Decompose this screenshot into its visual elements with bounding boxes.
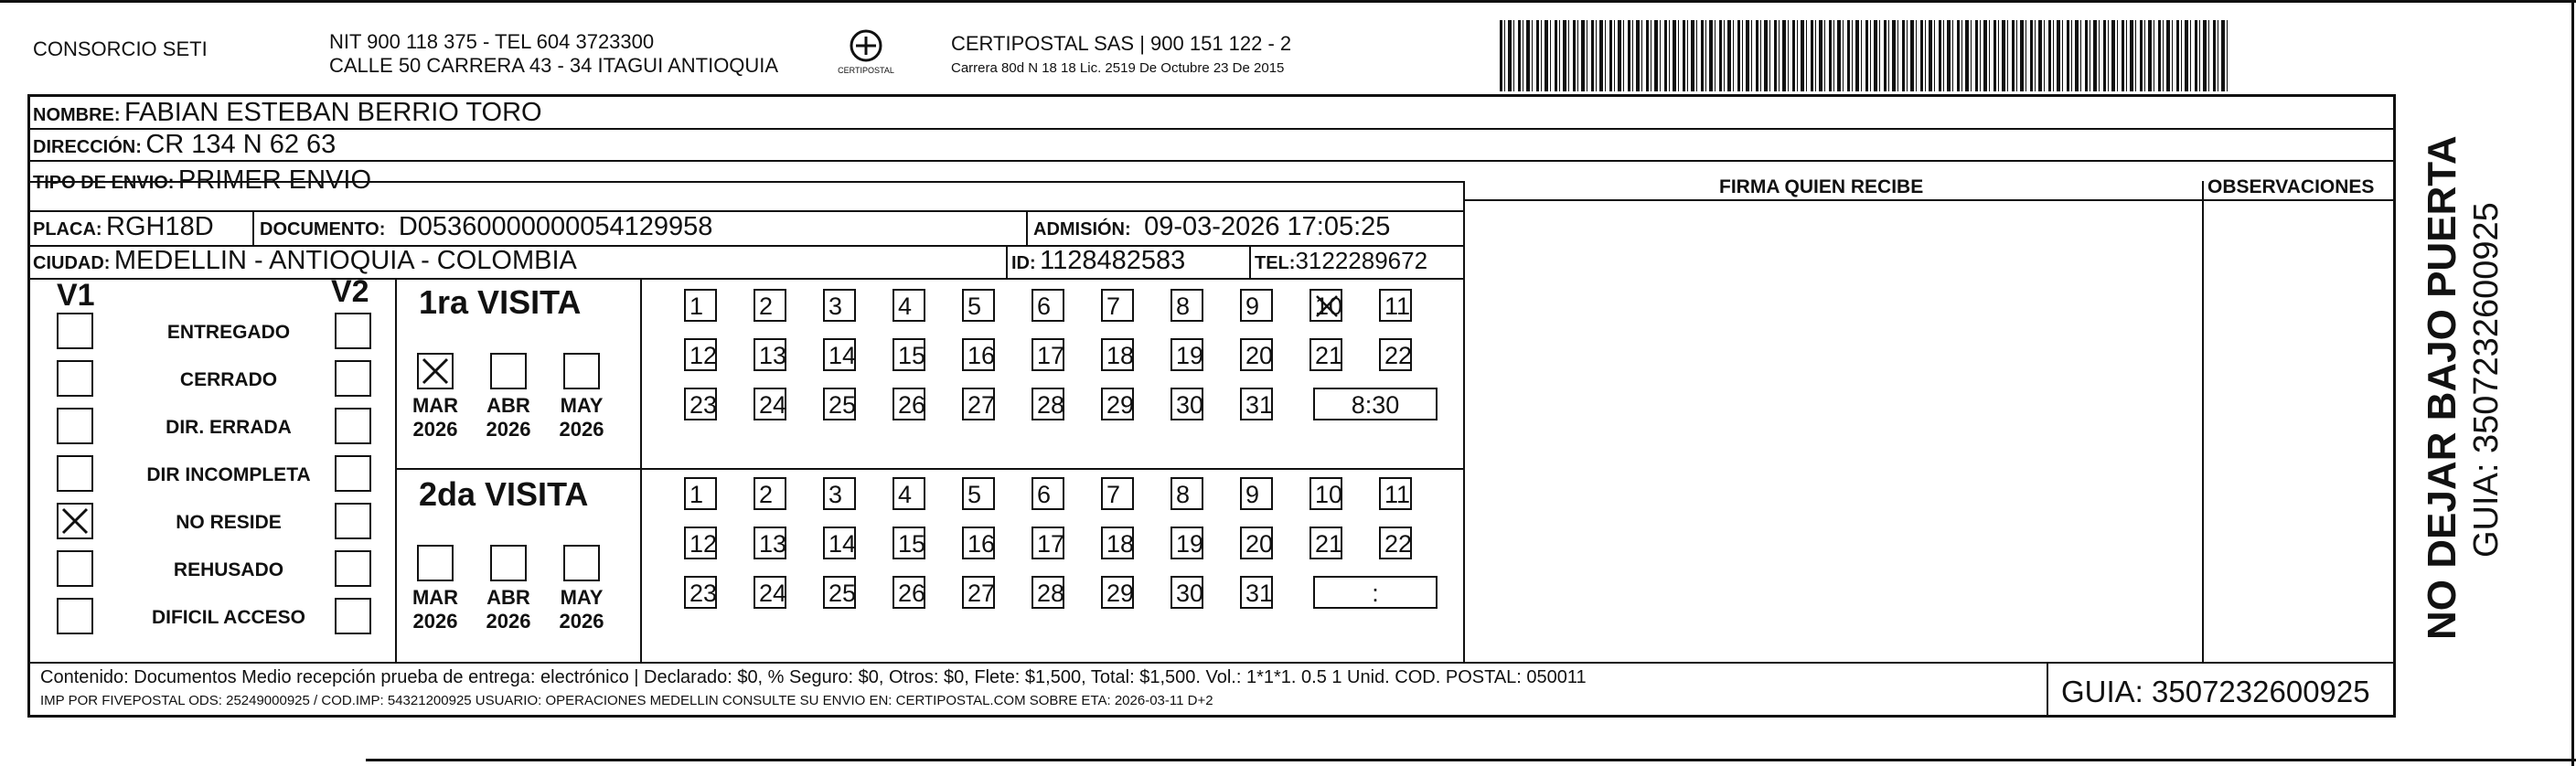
- x-mark-icon: [419, 355, 452, 388]
- documento-value: D05360000000054129958: [398, 212, 713, 241]
- day-box[interactable]: 24: [754, 388, 786, 420]
- day-box[interactable]: 18: [1101, 527, 1134, 559]
- day-box[interactable]: 20: [1240, 338, 1273, 371]
- right-border-line: [2571, 0, 2574, 766]
- month-label: ABR: [486, 394, 530, 417]
- day-box[interactable]: 9: [1240, 289, 1273, 322]
- obs-divider: [2202, 181, 2204, 662]
- status-label: CERRADO: [179, 369, 278, 390]
- day-box[interactable]: 6: [1031, 289, 1064, 322]
- day-box[interactable]: 7: [1101, 289, 1134, 322]
- id-row: [1011, 247, 1185, 279]
- status-label: DIR. ERRADA: [166, 417, 292, 438]
- day-box[interactable]: 15: [893, 338, 925, 371]
- placa-divider: [252, 210, 254, 245]
- day-box[interactable]: 13: [754, 338, 786, 371]
- day-box[interactable]: 22: [1379, 338, 1412, 371]
- day-box[interactable]: 30: [1170, 388, 1203, 420]
- v1-checkbox[interactable]: [57, 503, 93, 539]
- status-divider: [395, 278, 397, 662]
- month-checkbox[interactable]: [490, 353, 527, 389]
- day-box[interactable]: 14: [823, 338, 856, 371]
- guide-frame: [27, 94, 2396, 718]
- company-name: CONSORCIO SETI: [33, 37, 208, 60]
- v1-checkbox[interactable]: [57, 313, 93, 349]
- day-box[interactable]: 21: [1309, 338, 1342, 371]
- month-label: MAY: [560, 394, 604, 417]
- day-box[interactable]: 14: [823, 527, 856, 559]
- direccion-label: DIRECCIÓN:: [33, 137, 142, 157]
- day-box[interactable]: 21: [1309, 527, 1342, 559]
- day-box[interactable]: 1: [684, 477, 717, 510]
- day-box[interactable]: 27: [962, 576, 995, 609]
- day-box[interactable]: 31: [1240, 576, 1273, 609]
- day-box[interactable]: 4: [893, 289, 925, 322]
- v2-header: V2: [331, 274, 369, 309]
- day-box[interactable]: 3: [823, 289, 856, 322]
- tel-label: TEL:: [1255, 253, 1296, 273]
- nit-line: NIT 900 118 375 - TEL 604 3723300: [329, 30, 655, 53]
- status-label: NO RESIDE: [176, 512, 282, 533]
- visit-divider: [395, 468, 1463, 470]
- day-box[interactable]: 25: [823, 388, 856, 420]
- month-label: MAR: [412, 394, 459, 417]
- id-value: 1128482583: [1040, 246, 1186, 275]
- day-box[interactable]: 20: [1240, 527, 1273, 559]
- v2-checkbox[interactable]: [335, 360, 371, 397]
- month-checkbox[interactable]: [563, 545, 600, 581]
- day-box[interactable]: 5: [962, 477, 995, 510]
- day-box[interactable]: 31: [1240, 388, 1273, 420]
- row-line-2: [27, 160, 2396, 162]
- day-box[interactable]: 18: [1101, 338, 1134, 371]
- day-box[interactable]: 24: [754, 576, 786, 609]
- ciudad-row: [33, 247, 577, 279]
- v1-header: V1: [57, 278, 95, 313]
- day-box[interactable]: 12: [684, 338, 717, 371]
- nombre-value: FABIAN ESTEBAN BERRIO TORO: [124, 98, 542, 127]
- id-label: ID:: [1011, 253, 1036, 273]
- tipo-row: [33, 166, 371, 198]
- day-box[interactable]: 16: [962, 338, 995, 371]
- day-box[interactable]: 10: [1309, 289, 1342, 322]
- year-label: 2026: [412, 610, 458, 633]
- v2-checkbox[interactable]: [335, 550, 371, 587]
- v2-checkbox[interactable]: [335, 598, 371, 634]
- day-box[interactable]: 28: [1031, 388, 1064, 420]
- year-label: 2026: [486, 610, 531, 633]
- v1-checkbox[interactable]: [57, 408, 93, 444]
- x-mark-icon: [1311, 291, 1344, 324]
- months-divider: [640, 278, 642, 662]
- observaciones-label: OBSERVACIONES: [2207, 176, 2375, 197]
- status-label: REHUSADO: [173, 559, 284, 580]
- month-label: ABR: [486, 586, 530, 609]
- day-box[interactable]: 22: [1379, 527, 1412, 559]
- day-box[interactable]: 27: [962, 388, 995, 420]
- direccion-value: CR 134 N 62 63: [145, 130, 337, 159]
- second-visit-time[interactable]: :: [1313, 576, 1438, 609]
- v1-checkbox[interactable]: [57, 360, 93, 397]
- v1-checkbox[interactable]: [57, 455, 93, 492]
- footer-guia: GUIA: 3507232600925: [2061, 675, 2370, 708]
- tel-divider: [1249, 245, 1251, 278]
- day-box[interactable]: 23: [684, 388, 717, 420]
- tel-row: [1255, 247, 1427, 279]
- day-box[interactable]: 8: [1170, 289, 1203, 322]
- bottom-border-line: [366, 759, 2576, 761]
- side-guia: GUIA: 3507232600925: [2467, 202, 2506, 558]
- day-box[interactable]: 19: [1170, 527, 1203, 559]
- day-box[interactable]: 19: [1170, 338, 1203, 371]
- documento-label: DOCUMENTO:: [260, 219, 386, 239]
- v1-checkbox[interactable]: [57, 598, 93, 634]
- day-box[interactable]: 26: [893, 576, 925, 609]
- day-box[interactable]: 3: [823, 477, 856, 510]
- day-box[interactable]: 9: [1240, 477, 1273, 510]
- admision-divider: [1026, 210, 1028, 245]
- day-box[interactable]: 5: [962, 289, 995, 322]
- x-mark-icon: [59, 505, 91, 537]
- ciudad-label: CIUDAD:: [33, 253, 111, 273]
- placa-label: PLACA:: [33, 219, 102, 239]
- day-box[interactable]: 4: [893, 477, 925, 510]
- day-box[interactable]: 26: [893, 388, 925, 420]
- v2-checkbox[interactable]: [335, 313, 371, 349]
- day-box[interactable]: 29: [1101, 576, 1134, 609]
- year-label: 2026: [559, 418, 604, 441]
- firma-divider: [1463, 181, 1465, 662]
- documento-row: [260, 213, 712, 245]
- day-box[interactable]: 12: [684, 527, 717, 559]
- firma-label: FIRMA QUIEN RECIBE: [1719, 176, 1924, 197]
- first-visit-title: 1ra VISITA: [419, 283, 582, 321]
- admision-label: ADMISIÓN:: [1033, 219, 1131, 239]
- admision-row: [1033, 213, 1390, 245]
- tipo-label: TIPO DE ENVIO:: [33, 173, 175, 193]
- placa-value: RGH18D: [106, 212, 214, 241]
- id-divider: [1006, 245, 1008, 278]
- year-label: 2026: [412, 418, 458, 441]
- day-box[interactable]: 11: [1379, 289, 1412, 322]
- footer-line2: IMP POR FIVEPOSTAL ODS: 25249000925 / COD.IMP: 54321200925 USUARIO: OPERACIONES MEDELLIN CONSULTE SU ENVIO EN: CERTIPOSTAL.COM SOBRE ETA: 2026-03-11 D+2: [40, 693, 1213, 708]
- day-box[interactable]: 29: [1101, 388, 1134, 420]
- year-label: 2026: [559, 610, 604, 633]
- day-box[interactable]: 10: [1309, 477, 1342, 510]
- status-label: DIR INCOMPLETA: [146, 464, 311, 485]
- day-box[interactable]: 6: [1031, 477, 1064, 510]
- day-box[interactable]: 11: [1379, 477, 1412, 510]
- month-checkbox[interactable]: [417, 545, 454, 581]
- day-box[interactable]: 16: [962, 527, 995, 559]
- day-box[interactable]: 2: [754, 289, 786, 322]
- day-box[interactable]: 1: [684, 289, 717, 322]
- day-box[interactable]: 23: [684, 576, 717, 609]
- day-box[interactable]: 17: [1031, 338, 1064, 371]
- ciudad-value: MEDELLIN - ANTIOQUIA - COLOMBIA: [113, 246, 577, 275]
- first-visit-time[interactable]: 8:30: [1313, 388, 1438, 420]
- nombre-label: NOMBRE:: [33, 105, 121, 125]
- certipostal-line2: Carrera 80d N 18 18 Lic. 2519 De Octubre 23 De 2015: [951, 60, 1285, 76]
- month-label: MAY: [560, 586, 604, 609]
- month-checkbox[interactable]: [417, 353, 454, 389]
- day-box[interactable]: 2: [754, 477, 786, 510]
- day-box[interactable]: 13: [754, 527, 786, 559]
- v1-checkbox[interactable]: [57, 550, 93, 587]
- month-label: MAR: [412, 586, 459, 609]
- placa-row: [33, 213, 214, 245]
- year-label: 2026: [486, 418, 531, 441]
- barcode: [1500, 20, 2231, 91]
- day-box[interactable]: 7: [1101, 477, 1134, 510]
- status-label: DIFICIL ACCESO: [151, 607, 305, 628]
- second-visit-title: 2da VISITA: [419, 475, 589, 513]
- month-checkbox[interactable]: [563, 353, 600, 389]
- certipostal-line1: CERTIPOSTAL SAS | 900 151 122 - 2: [951, 32, 1292, 55]
- day-box[interactable]: 15: [893, 527, 925, 559]
- v2-checkbox[interactable]: [335, 408, 371, 444]
- day-box[interactable]: 30: [1170, 576, 1203, 609]
- tel-value: 3122289672: [1295, 247, 1428, 274]
- certipostal-logo: [834, 27, 898, 82]
- admision-value: 09-03-2026 17:05:25: [1144, 212, 1391, 241]
- address-line: CALLE 50 CARRERA 43 - 34 ITAGUI ANTIOQUIA: [329, 54, 779, 77]
- direccion-row: [33, 131, 336, 163]
- footer-line1: Contenido: Documentos Medio recepción prueba de entrega: electrónico | Declarado: $0, % Seguro: $0, Otros: $0, Flete: $1,500, Total: $1,500. Vol.: 1*1*1. 0.5 1 Unid. COD. POSTAL: 050011: [40, 667, 1587, 687]
- day-box[interactable]: 28: [1031, 576, 1064, 609]
- day-box[interactable]: 17: [1031, 527, 1064, 559]
- day-box[interactable]: 25: [823, 576, 856, 609]
- nombre-row: [33, 99, 542, 131]
- side-warning: NO DEJAR BAJO PUERTA: [2420, 135, 2464, 640]
- v2-checkbox[interactable]: [335, 503, 371, 539]
- logo-text: CERTIPOSTAL: [838, 66, 894, 75]
- day-box[interactable]: 8: [1170, 477, 1203, 510]
- v2-checkbox[interactable]: [335, 455, 371, 492]
- tipo-value: PRIMER ENVIO: [177, 165, 372, 195]
- month-checkbox[interactable]: [490, 545, 527, 581]
- footer-line: [27, 662, 2396, 664]
- guia-footer-divider: [2047, 662, 2048, 718]
- top-border-line: [0, 0, 2576, 3]
- status-label: ENTREGADO: [166, 322, 291, 343]
